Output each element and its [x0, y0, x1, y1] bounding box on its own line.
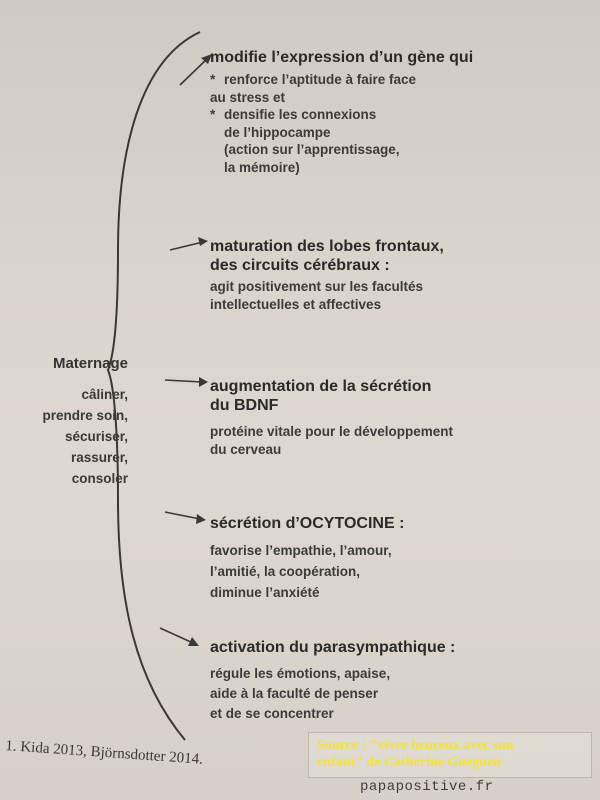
source-line: enfant" de Catherine Gueguen	[317, 755, 501, 770]
bullet-list	[210, 71, 590, 176]
arrow-4	[165, 512, 206, 524]
source-line: Source : "vivre heureux avec son	[317, 738, 514, 753]
maternage-item: rassurer,	[70, 450, 128, 465]
maternage-list	[8, 384, 128, 489]
maternage-item: sécuriser,	[64, 429, 128, 444]
description-line: agit positivement sur les facultés	[210, 279, 424, 294]
section-heading: activation du parasympathique :	[210, 639, 456, 656]
section-heading: modifie l’expression d’un gène qui	[210, 49, 474, 66]
source-caption	[308, 732, 592, 778]
arrow-3	[165, 377, 208, 387]
bullet-item	[210, 89, 590, 107]
section-frontal-lobes	[210, 237, 590, 314]
description-line: diminue l’anxiété	[210, 585, 320, 600]
section-heading: maturation des lobes frontaux,	[210, 238, 444, 255]
section-description	[210, 278, 590, 314]
section-gene-expression	[210, 48, 590, 176]
bullet-line: de l’hippocampe	[224, 124, 331, 140]
description-line: aide à la faculté de penser	[210, 686, 379, 701]
section-parasympathique	[210, 638, 590, 724]
maternage-title: Maternage	[52, 355, 128, 372]
section-bdnf	[210, 377, 590, 459]
watermark: papapositive.fr	[360, 779, 494, 795]
description-line: du cerveau	[210, 442, 282, 457]
maternage-item: câliner,	[81, 387, 128, 402]
arrow-1	[180, 54, 212, 85]
description-line: régule les émotions, apaise,	[210, 666, 391, 681]
bullet-line: densifie les connexions	[224, 107, 377, 122]
description-line: intellectuelles et affectives	[210, 297, 382, 312]
section-description	[210, 540, 590, 603]
section-description	[210, 423, 590, 459]
bullet-item	[210, 71, 590, 89]
description-line: l’amitié, la coopération,	[210, 564, 361, 579]
description-line: et de se concentrer	[210, 706, 334, 721]
maternage-item: prendre soin,	[42, 408, 128, 423]
section-heading: sécrétion d’OCYTOCINE :	[210, 515, 405, 532]
arrow-2	[170, 237, 208, 250]
bullet-line: (action sur l’apprentissage,	[224, 142, 400, 157]
section-ocytocine	[210, 514, 590, 603]
bullet-line: renforce l’aptitude à faire face	[224, 72, 417, 87]
footnote: 1. Kida 2013, Björnsdotter 2014.	[4, 738, 204, 768]
maternage-block	[8, 355, 128, 489]
section-heading: des circuits cérébraux :	[210, 257, 390, 274]
description-line: protéine vitale pour le développement	[210, 424, 454, 439]
bullet-line: au stress et	[210, 89, 286, 105]
description-line: favorise l’empathie, l’amour,	[210, 543, 392, 558]
section-heading: du BDNF	[210, 397, 279, 414]
section-description	[210, 664, 590, 724]
bullet-item	[210, 106, 590, 176]
bullet-star: *	[210, 107, 216, 122]
arrow-5	[160, 628, 199, 646]
bullet-star: *	[210, 72, 216, 87]
bullet-line: la mémoire)	[224, 159, 300, 175]
maternage-item: consoler	[71, 471, 128, 486]
section-heading: augmentation de la sécrétion	[210, 378, 432, 395]
